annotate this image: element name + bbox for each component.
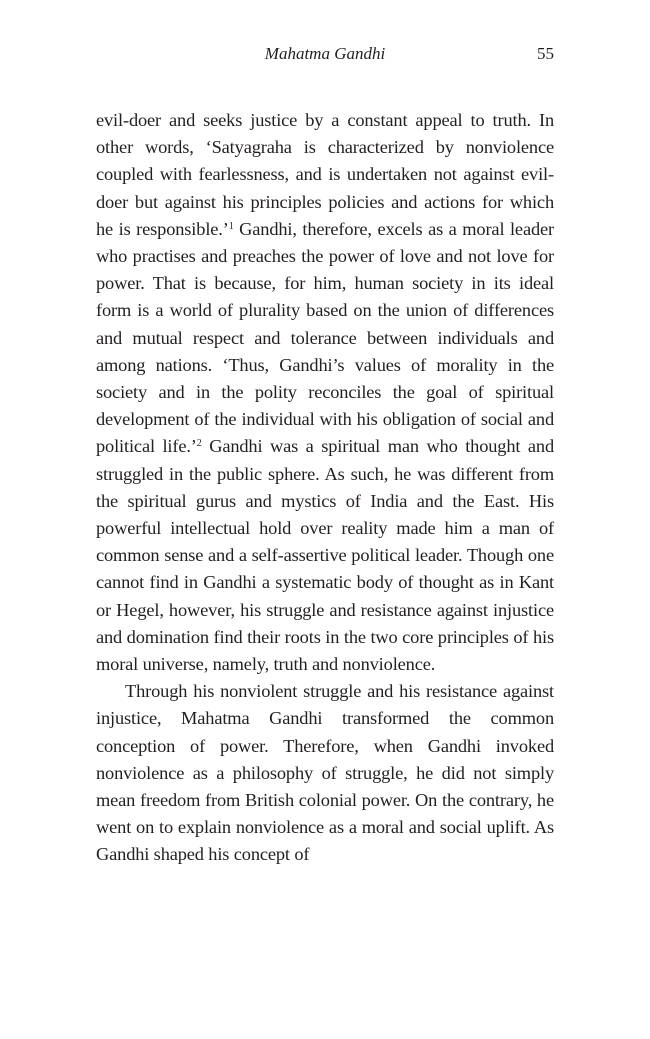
paragraph-1-text-b: Gandhi, therefore, excels as a moral leader who practises and preaches the power of love and not love for power. That is because, for him, human society in its ideal form is a world of plurality based on the union of differences and mutual respect and tolerance between individuals and among nations. ‘Thus, Gandhi’s values of morality in the society and in the polity reconciles the goal of spiritual development of the individual with his obligation of social and political life.’: [96, 218, 554, 457]
footnote-marker-1: 1: [228, 220, 234, 232]
page-number: 55: [537, 44, 554, 63]
footnote-marker-2: 2: [196, 438, 202, 450]
body-text: [96, 107, 554, 869]
paragraph-1-text-c: Gandhi was a spiritual man who thought and struggled in the public sphere. As such, he was different from the spiritual gurus and mystics of India and the East. His powerful intellectual hold over reality made him a man of common sense and a self-assertive political leader. Though one cannot find in Gandhi a systematic body of thought as in Kant or Hegel, however, his struggle and resistance against injustice and domination find their roots in the two core principles of his moral universe, namely, truth and nonviolence.: [96, 436, 554, 675]
running-title: Mahatma Gandhi: [264, 44, 386, 63]
paragraph-1-text-a: evil-doer and seeks justice by a constant appeal to truth. In other words, ‘Satyagraha is characterized by nonviolence coupled with fearlessness, and is undertaken not against evil-doer but against his principles policies and actions for which he is responsible.’: [96, 110, 554, 239]
paragraph-2: Through his nonviolent struggle and his resistance against injustice, Mahatma Gandhi transformed the common conception of power. Therefore, when Gandhi invoked nonviolence as a philosophy of struggle, he did not simply mean freedom from British colonial power. On the contrary, he went on to explain nonviolence as a moral and social uplift. As Gandhi shaped his concept of: [96, 681, 554, 865]
paragraph-1: [96, 107, 554, 678]
running-head: [96, 44, 554, 68]
